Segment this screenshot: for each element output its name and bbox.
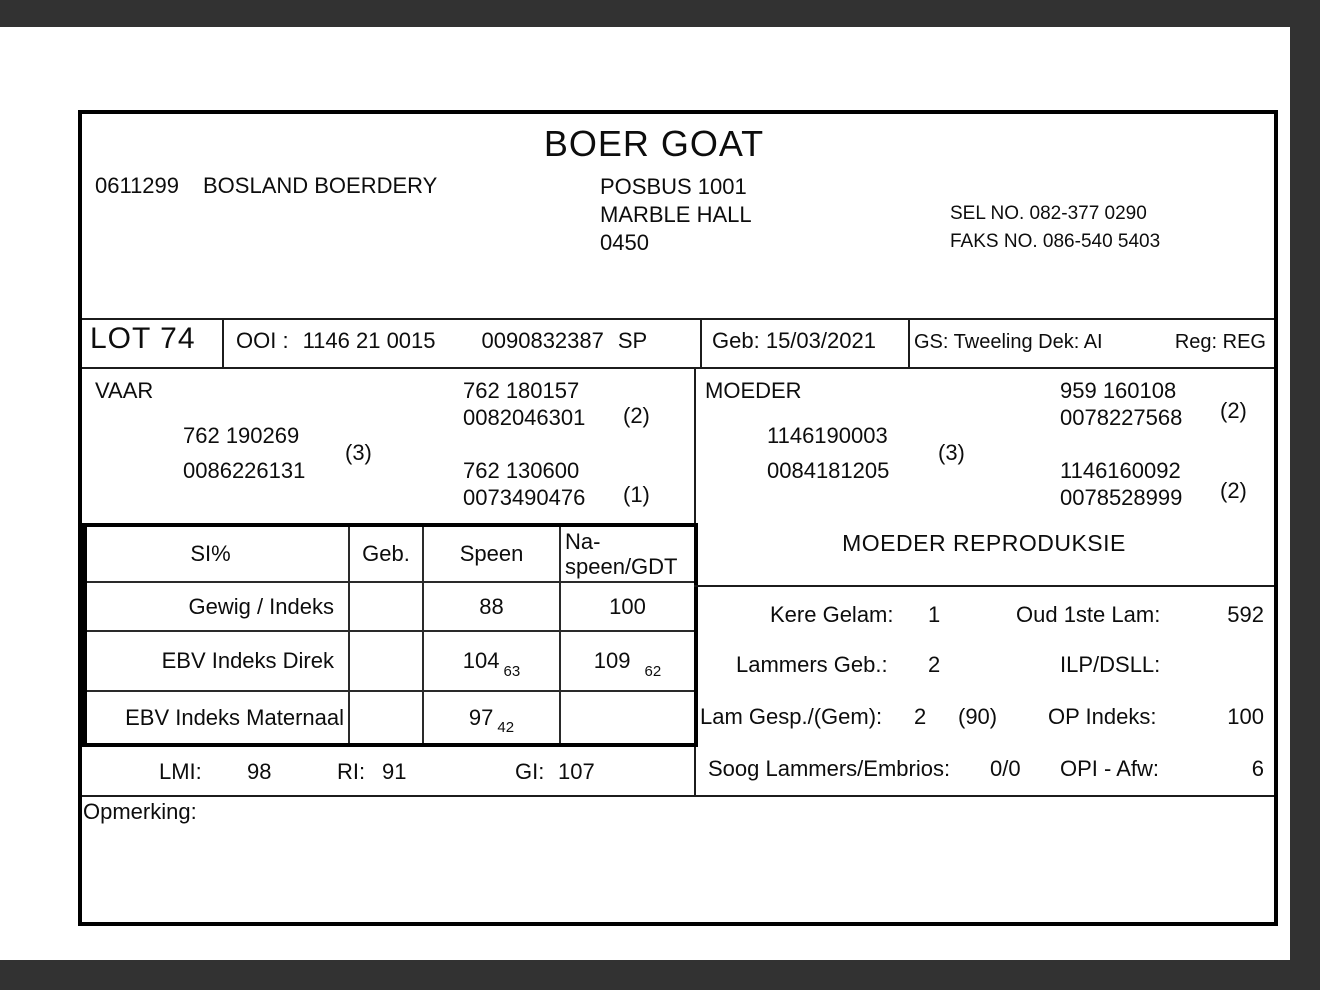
dam-dam-generation: (2) [1220, 478, 1247, 503]
reproduction-row [694, 756, 1274, 786]
address-line-3: 0450 [600, 230, 649, 255]
lam-gesp-label: Lam Gesp./(Gem): [700, 704, 883, 729]
oud-1ste-lam-value: 592 [1227, 602, 1264, 627]
op-indeks-value: 100 [1227, 704, 1264, 729]
dam-sire-id: 959 160108 [1060, 378, 1177, 403]
viewer-top-bar [0, 0, 1320, 27]
address-line-2: MARBLE HALL [600, 202, 752, 227]
birth-date-label: Geb: [712, 328, 760, 353]
ooi-registration: 0090832387 [481, 328, 604, 353]
dam-sire-generation: (2) [1220, 398, 1247, 423]
viewer-bottom-bar [0, 960, 1320, 990]
si-row-label: Gewig / Indeks [87, 583, 350, 632]
lmi-value: 98 [247, 759, 272, 784]
sire-generation: (3) [345, 440, 372, 465]
dam-reproduction-section [694, 523, 1274, 795]
si-row-label: EBV Indeks Direk [87, 632, 350, 692]
birth-date-value: 15/03/2021 [765, 328, 876, 353]
sire-sire-reg: 0082046301 [463, 405, 586, 430]
kere-gelam-label: Kere Gelam: [770, 602, 894, 627]
sire-dam-generation: (1) [623, 482, 650, 507]
birth-status-and-mating: GS: Tweeling Dek: AI [914, 331, 1103, 353]
op-indeks-label: OP Indeks: [1048, 704, 1157, 729]
si-row-label: EBV Indeks Maternaal [87, 692, 350, 743]
ilp-dsll-label: ILP/DSLL: [1060, 652, 1161, 677]
reproduction-row [694, 652, 1274, 682]
si-header-geb: Geb. [350, 527, 424, 583]
viewer-right-bar [1290, 0, 1320, 990]
opi-afw-value: 6 [1251, 756, 1264, 781]
si-cell-geb [350, 692, 424, 743]
cell-number: SEL NO. 082-377 0290 [950, 203, 1147, 224]
breeder-number: 0611299 [95, 173, 180, 198]
si-header-naspeen: Na- speen/GDT [561, 527, 694, 583]
si-cell-speen: 88 [424, 583, 561, 632]
sire-sire-id: 762 180157 [463, 378, 580, 403]
lot-number: LOT 74 [90, 322, 196, 355]
sire-dam-id: 762 130600 [463, 458, 580, 483]
fax-number: FAKS NO. 086-540 5403 [950, 231, 1161, 252]
dam-dam-reg: 0078528999 [1060, 485, 1183, 510]
contact-numbers [950, 200, 1160, 256]
registration-status: Reg: REG [1174, 331, 1266, 353]
gi-value: 107 [558, 759, 595, 784]
ooi-label: OOI : [236, 328, 289, 353]
si-header-speen: Speen [424, 527, 561, 583]
lam-gesp-average: (90) [958, 704, 998, 729]
page-title: BOER GOAT [543, 123, 765, 164]
oud-1ste-lam-label: Oud 1ste Lam: [1016, 602, 1161, 627]
breeder-address [600, 173, 752, 257]
dam-generation: (3) [938, 440, 965, 465]
si-cell-naspeen [561, 692, 694, 743]
sire-reg: 0086226131 [183, 458, 306, 483]
gi-label: GI: [515, 759, 545, 784]
reproduction-row [694, 602, 1274, 632]
reproduction-title: MOEDER REPRODUKSIE [842, 530, 1126, 556]
sire-heading: VAAR [95, 378, 154, 403]
breeder-name: BOSLAND BOERDERY [203, 173, 438, 198]
dam-reg: 0084181205 [767, 458, 890, 483]
remarks-label: Opmerking: [83, 799, 197, 824]
si-cell-speen: 104 63 [424, 632, 561, 692]
dam-heading: MOEDER [705, 378, 802, 403]
dam-id: 1146190003 [767, 423, 888, 448]
ri-label: RI: [337, 759, 366, 784]
opi-afw-label: OPI - Afw: [1060, 756, 1160, 781]
si-header-si: SI% [87, 527, 350, 583]
lammers-geb-label: Lammers Geb.: [736, 652, 888, 677]
lam-gesp-value: 2 [914, 704, 927, 729]
ewe-id [236, 328, 647, 354]
si-cell-geb [350, 632, 424, 692]
sire-id: 762 190269 [183, 423, 300, 448]
si-cell-speen: 97 42 [424, 692, 561, 743]
address-line-1: POSBUS 1001 [600, 174, 747, 199]
sire-sire-generation: (2) [623, 403, 650, 428]
birth-date [712, 328, 876, 354]
dam-dam-id: 1146160092 [1060, 458, 1181, 483]
dam-sire-reg: 0078227568 [1060, 405, 1183, 430]
soog-lammers-label: Soog Lammers/Embrios: [708, 756, 951, 781]
soog-lammers-value: 0/0 [990, 756, 1021, 781]
kere-gelam-value: 1 [928, 602, 941, 627]
sire-dam-reg: 0073490476 [463, 485, 586, 510]
si-index-table [82, 523, 698, 747]
lmi-label: LMI: [159, 759, 202, 784]
si-cell-geb [350, 583, 424, 632]
ri-value: 91 [382, 759, 407, 784]
ooi-id: 1146 21 0015 [302, 328, 436, 353]
lammers-geb-value: 2 [928, 652, 941, 677]
lot-card [78, 110, 1278, 926]
ooi-suffix: SP [617, 328, 648, 353]
reproduction-row [694, 704, 1274, 734]
si-cell-naspeen: 100 [561, 583, 694, 632]
si-cell-naspeen: 109 62 [561, 632, 694, 692]
